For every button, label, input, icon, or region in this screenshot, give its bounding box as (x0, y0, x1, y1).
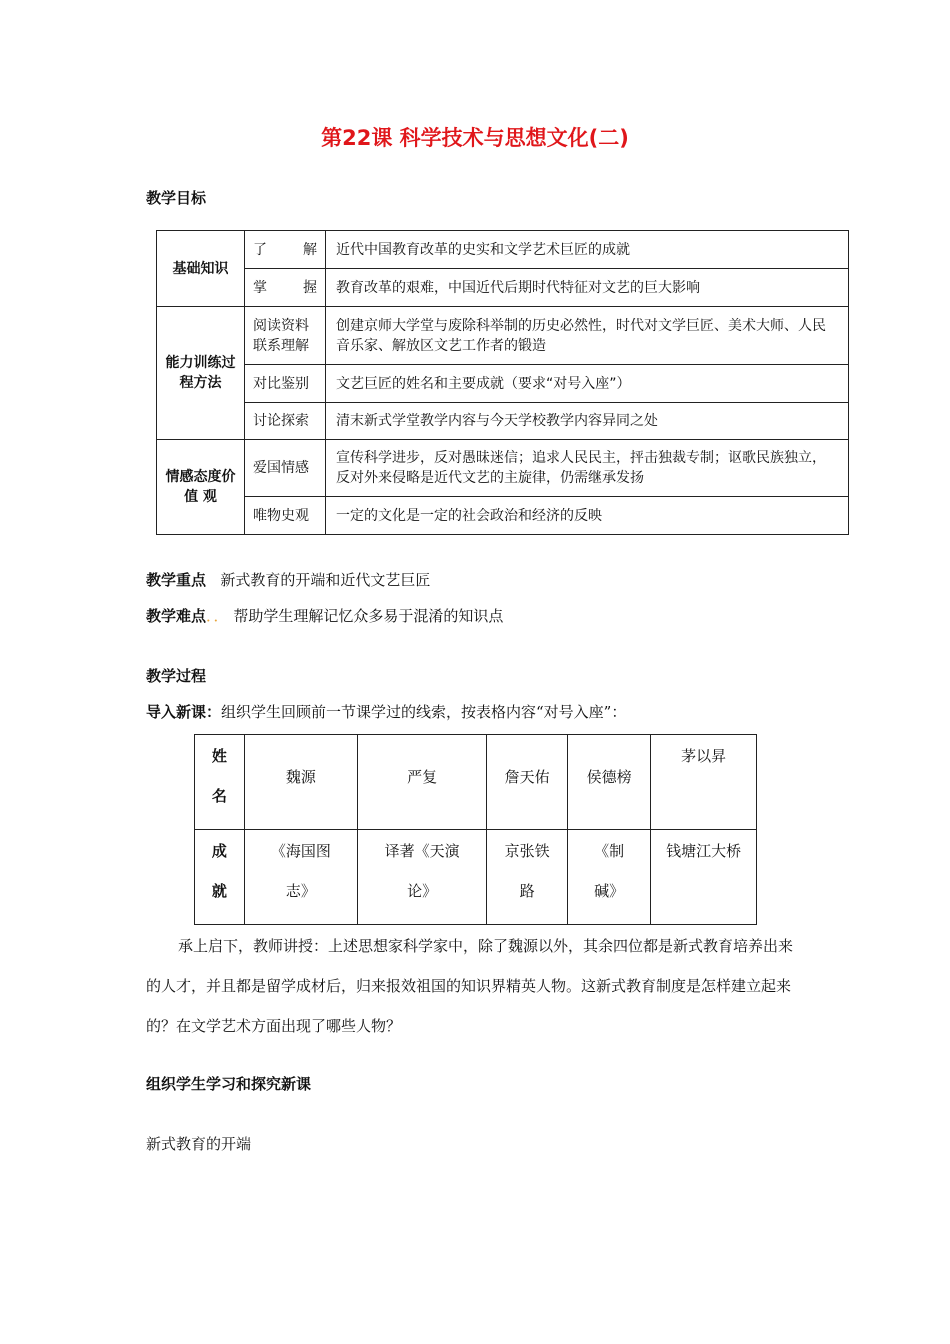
sub-compare: 对比鉴别 (245, 365, 326, 403)
category-basic: 基础知识 (157, 231, 245, 307)
sub-reading: 阅读资料联系理解 (245, 307, 326, 365)
achievement-cell: 《制 碱》 (568, 830, 651, 925)
sub-patriotism: 爱国情感 (245, 440, 326, 497)
sub-understand: 了 解 (245, 231, 326, 269)
sub-discuss: 讨论探索 (245, 403, 326, 440)
objectives-heading: 教学目标 (146, 189, 207, 207)
objectives-table (156, 230, 849, 535)
process-heading: 教学过程 (146, 667, 207, 685)
name-cell: 詹天佑 (487, 735, 568, 830)
difficulty-text: 帮助学生理解记忆众多易于混淆的知识点 (233, 607, 504, 625)
name-cell: 茅以昇 (651, 735, 757, 830)
name-cell: 魏源 (244, 735, 357, 830)
difficulty-label: 教学难点 (146, 607, 207, 625)
key-point-line (146, 569, 430, 590)
content-understand: 近代中国教育改革的史实和文学艺术巨匠的成就 (326, 231, 849, 269)
sub-master: 掌 握 (245, 269, 326, 307)
key-point-text: 新式教育的开端和近代文艺巨匠 (220, 571, 431, 589)
content-discuss: 清末新式学堂教学内容与今天学校教学内容异同之处 (326, 403, 849, 440)
content-master: 教育改革的艰难，中国近代后期时代特征对文艺的巨大影响 (326, 269, 849, 307)
key-point-label: 教学重点 (146, 571, 207, 589)
achievement-cell: 京张铁 路 (487, 830, 568, 925)
names-table (194, 734, 757, 925)
subsection-heading: 新式教育的开端 (146, 1135, 252, 1153)
sub-materialism: 唯物史观 (245, 497, 326, 535)
category-emotion: 情感态度价 值 观 (157, 440, 245, 535)
emphasis-dots: ．． (206, 607, 229, 625)
achievement-cell: 译著《天演 论》 (357, 830, 486, 925)
achievement-cell: 《海国图 志》 (244, 830, 357, 925)
name-cell: 侯德榜 (568, 735, 651, 830)
intro-line (146, 701, 626, 722)
content-patriotism: 宣传科学进步，反对愚昧迷信；追求人民民主，抨击独裁专制；讴歌民族独立，反对外来侵略是近代文艺的主旋律，仍需继承发扬 (326, 440, 849, 497)
content-compare: 文艺巨匠的姓名和主要成就（要求“对号入座”） (326, 365, 849, 403)
lesson-title: 第22课 科学技术与思想文化(二) (321, 126, 629, 150)
category-ability: 能力训练过程方法 (157, 307, 245, 440)
name-cell: 严复 (357, 735, 486, 830)
intro-text: 组织学生回顾前一节课学过的线索，按表格内容“对号入座”： (221, 703, 627, 721)
section-heading: 组织学生学习和探究新课 (146, 1075, 312, 1093)
content-reading: 创建京师大学堂与废除科举制的历史必然性，时代对文学巨匠、美术大师、人民音乐家、解放区文艺工作者的锻造 (326, 307, 849, 365)
explanation-paragraph: 承上启下，教师讲授：上述思想家科学家中，除了魏源以外，其余四位都是新式教育培养出来的人才，并且都是留学成材后，归来报效祖国的知识界精英人物。这新式教育制度是怎样建立起来的？在文学艺术方面出现了哪些人物？ (146, 937, 794, 1035)
name-header: 姓 名 (195, 735, 245, 830)
intro-label: 导入新课： (146, 703, 222, 721)
difficulty-line (146, 605, 503, 626)
achievement-header: 成 就 (195, 830, 245, 925)
achievement-cell: 钱塘江大桥 (651, 830, 757, 925)
content-materialism: 一定的文化是一定的社会政治和经济的反映 (326, 497, 849, 535)
